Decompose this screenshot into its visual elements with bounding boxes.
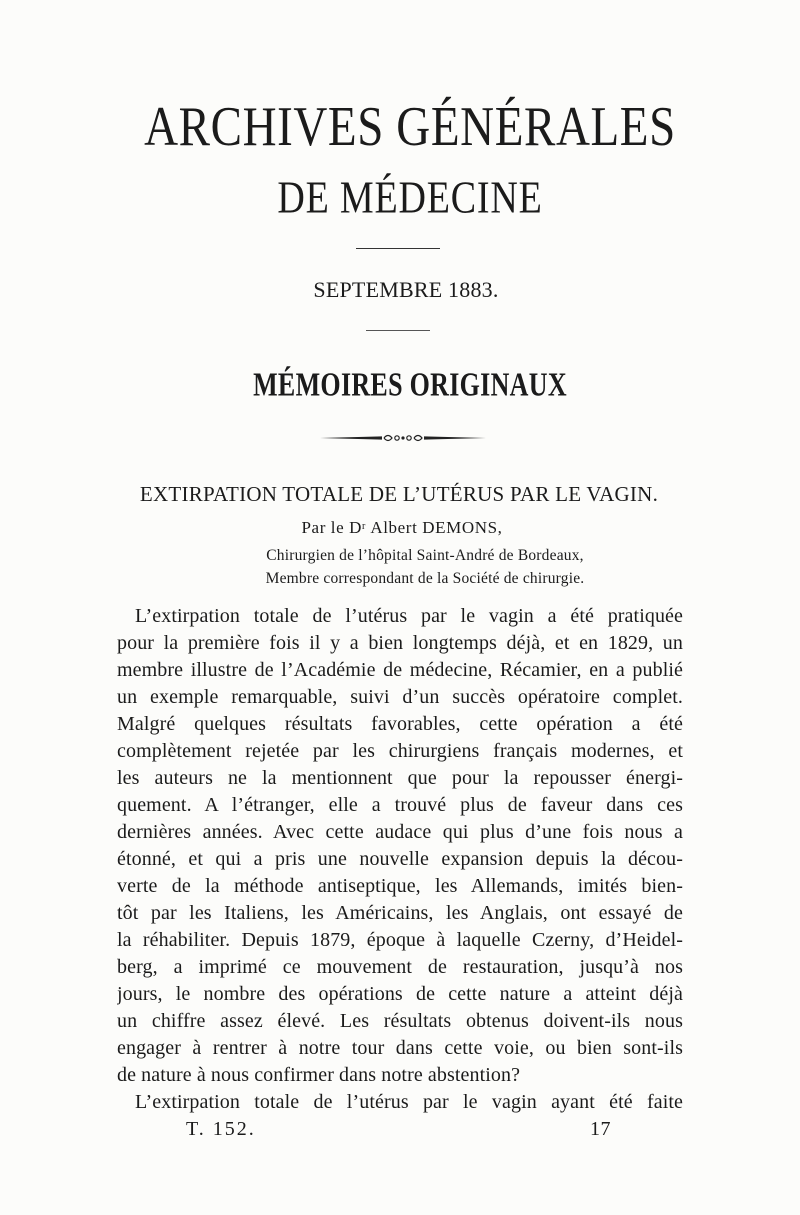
ornament-dot-right (407, 436, 411, 440)
affiliation-line: Chirurgien de l’hôpital Saint-André de Bordeaux, (266, 547, 584, 564)
text-line: berg, a imprimé ce mouvement de restauration, jusqu’à nos (117, 956, 683, 978)
article-body (117, 603, 683, 1116)
text-line: la réhabiliter. Depuis 1879, époque à laquelle Czerny, d’Heidel- (117, 929, 683, 951)
ornament-line-left (320, 436, 382, 439)
article-title: EXTIRPATION TOTALE DE L’UTÉRUS PAR LE VAGIN. (139, 482, 659, 506)
section-heading (20, 365, 800, 404)
text-line: dernières années. Avec cette audace qui plus d’une fois nous a (117, 821, 683, 843)
ornament-curl-right (414, 436, 422, 441)
title-rule (356, 248, 440, 249)
text-line: étonné, et qui a pris une nouvelle expansion depuis la décou- (117, 848, 683, 870)
text-line: un exemple remarquable, suivi d’un succès opératoire complet. (117, 686, 683, 708)
text-line: pour la première fois il y a bien longtemps déjà, et en 1829, un (117, 632, 683, 654)
text-line: tôt par les Italiens, les Américains, les Anglais, ont essayé de (117, 902, 683, 924)
section-heading-text: MÉMOIRES ORIGINAUX (253, 365, 567, 404)
journal-subtitle (20, 172, 800, 224)
text-line: les auteurs ne la mentionnent que pour la repousser énergi- (117, 767, 683, 789)
journal-title-text: ARCHIVES GÉNÉRALES (144, 95, 676, 159)
byline-title-superscript: r (362, 521, 366, 532)
ornament-curl-left (384, 436, 392, 441)
text-line: L’extirpation totale de l’utérus par le vagin a été pratiquée (135, 605, 683, 627)
page-number: 17 (590, 1118, 611, 1140)
ornament-line-right (424, 436, 486, 439)
date-rule (366, 330, 430, 331)
text-line: Malgré quelques résultats favorables, cette opération a été (117, 713, 683, 735)
text-line: verte de la méthode antiseptique, les Allemands, imités bien- (117, 875, 683, 897)
text-line: jours, le nombre des opérations de cette nature a atteint déjà (117, 983, 683, 1005)
text-line: quement. A l’étranger, elle a trouvé plus de faveur dans ces (117, 794, 683, 816)
ornament-dot-center (401, 436, 404, 439)
text-line: complètement rejetée par les chirurgiens français modernes, et (117, 740, 683, 762)
ornament-dot-left (395, 436, 399, 440)
text-line: L’extirpation totale de l’utérus par le vagin ayant été faite (135, 1091, 683, 1113)
journal-title (20, 95, 800, 159)
ornament-divider (318, 432, 488, 444)
byline (4, 517, 800, 539)
text-line: engager à rentrer à notre tour dans cette voie, ou bien sont-ils (117, 1037, 683, 1059)
text-line: un chiffre assez élevé. Les résultats obtenus doivent-ils nous (117, 1010, 683, 1032)
text-line: de nature à nous confirmer dans notre abstention? (117, 1064, 521, 1086)
issue-date: SEPTEMBRE 1883. (313, 277, 499, 302)
journal-subtitle-text: DE MÉDECINE (277, 172, 543, 224)
affiliation-line: Membre correspondant de la Société de chirurgie. (265, 570, 585, 587)
text-line: membre illustre de l’Académie de médecine, Récamier, en a publié (117, 659, 683, 681)
author-name: Albert DEMONS, (370, 518, 503, 537)
byline-prefix: Par le D (301, 518, 363, 537)
volume-number: T. 152. (186, 1118, 256, 1140)
